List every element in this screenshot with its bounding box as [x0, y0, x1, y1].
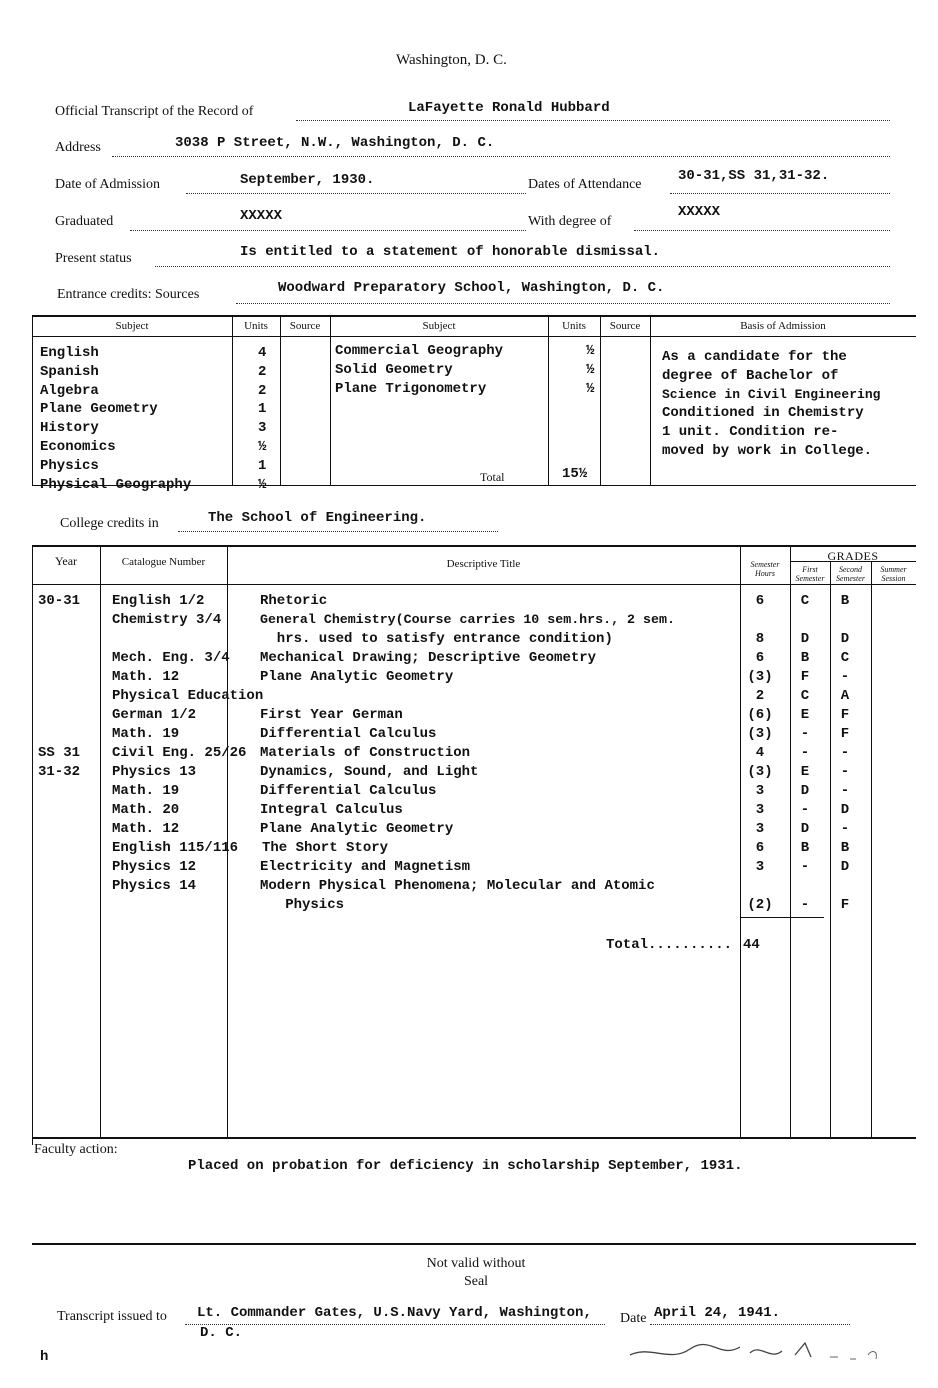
address-value: 3038 P Street, N.W., Washington, D. C.	[175, 135, 495, 151]
city-header: Washington, D. C.	[396, 52, 507, 68]
course-catalogue: Math. 19	[112, 783, 180, 799]
courses-total-label: Total..........	[606, 937, 733, 953]
attendance-line	[670, 193, 890, 194]
basis-line: moved by work in College.	[662, 442, 873, 459]
status-line	[155, 266, 890, 267]
entrance-subject: English	[40, 345, 99, 361]
course-title: Differential Calculus	[260, 726, 437, 742]
entrance-col-border	[600, 315, 601, 485]
course-title: hrs. used to satisfy entrance condition)	[260, 631, 613, 647]
attendance-label: Dates of Attendance	[528, 177, 642, 192]
table-row	[0, 611, 938, 630]
course-second-grade: F	[840, 726, 850, 742]
course-title: Electricity and Magnetism	[260, 859, 471, 875]
course-first-grade: D	[800, 631, 810, 647]
course-second-grade: -	[840, 745, 850, 761]
entrance-table-header-rule	[32, 336, 916, 337]
table-row	[0, 896, 938, 915]
faculty-bottom-rule	[32, 1243, 916, 1245]
course-hours: 3	[755, 859, 765, 875]
table-row	[0, 592, 938, 611]
entrance-units: ½	[258, 438, 267, 455]
course-title: First Year German	[260, 707, 403, 723]
footer-mark: h	[40, 1349, 49, 1365]
course-second-grade: -	[840, 669, 850, 685]
entrance-units: ½	[258, 476, 267, 493]
seal-line-1: Not valid without	[426, 1256, 526, 1271]
course-hours: 8	[755, 631, 765, 647]
course-first-grade: E	[800, 707, 810, 723]
record-name-line	[296, 120, 890, 121]
courses-header-first: First Semester	[795, 565, 825, 583]
course-title: Physics	[260, 897, 345, 913]
entrance-subject: Physics	[40, 457, 99, 474]
entrance-col-border	[548, 315, 549, 485]
admission-line	[186, 193, 526, 194]
graduated-label: Graduated	[55, 214, 114, 229]
course-hours: 4	[755, 745, 765, 761]
course-second-grade: -	[840, 764, 850, 780]
courses-header-hours: Semester Hours	[750, 560, 780, 578]
basis-line: 1 unit. Condition re-	[662, 424, 839, 441]
entrance-label: Entrance credits: Sources	[57, 287, 200, 302]
course-title: Integral Calculus	[260, 802, 403, 818]
college-school: The School of Engineering.	[208, 510, 427, 526]
entrance-subject: Algebra	[40, 382, 99, 399]
course-first-grade: F	[800, 669, 810, 685]
table-row	[0, 839, 938, 858]
entrance-subject: Economics	[40, 438, 116, 455]
course-title: Differential Calculus	[260, 783, 437, 799]
entrance-right-subjects	[335, 342, 547, 398]
entrance-col-border	[32, 315, 33, 485]
entrance-header-units: Units	[244, 320, 268, 332]
entrance-header-subject: Subject	[115, 320, 149, 332]
entrance-header-units-2: Units	[562, 320, 586, 332]
basis-of-admission	[662, 348, 914, 461]
course-first-grade: C	[800, 593, 810, 609]
courses-header-second: Second Semester	[836, 565, 865, 583]
degree-label: With degree of	[528, 214, 612, 229]
entrance-header-source: Source	[289, 320, 321, 332]
course-second-grade: B	[840, 593, 850, 609]
college-line	[178, 531, 498, 532]
course-first-grade: -	[800, 726, 810, 742]
course-catalogue: Civil Eng. 25/26	[112, 745, 247, 761]
course-first-grade: -	[800, 745, 810, 761]
admission-label: Date of Admission	[55, 177, 160, 192]
table-row	[0, 687, 938, 706]
table-row	[0, 744, 938, 763]
course-catalogue: Math. 12	[112, 669, 180, 685]
table-row	[0, 649, 938, 668]
course-second-grade: D	[840, 631, 850, 647]
course-title: Materials of Construction	[260, 745, 471, 761]
table-row	[0, 782, 938, 801]
entrance-subject: Physical Geography	[40, 476, 192, 493]
course-first-grade: B	[800, 840, 810, 856]
course-catalogue: English 1/2	[112, 593, 205, 609]
course-catalogue: Physics 13	[112, 764, 197, 780]
course-first-grade: -	[800, 859, 810, 875]
courses-header-grades: GRADES	[827, 549, 879, 563]
entrance-units: ½	[586, 343, 595, 359]
entrance-header-subject-2: Subject	[422, 320, 456, 332]
courses-header-year: Year	[54, 554, 78, 568]
course-title: Plane Analytic Geometry	[260, 821, 454, 837]
course-hours: 2	[755, 688, 765, 704]
entrance-subject: History	[40, 420, 99, 437]
entrance-subject: Plane Geometry	[40, 401, 158, 418]
entrance-col-border	[330, 315, 331, 485]
course-catalogue: Physical Education	[112, 688, 264, 704]
record-label: Official Transcript of the Record of	[55, 104, 254, 119]
issued-line	[185, 1324, 605, 1325]
table-row	[0, 630, 938, 649]
entrance-units: 3	[258, 420, 267, 437]
course-catalogue: Physics 12	[112, 859, 197, 875]
course-year: 30-31	[38, 593, 81, 609]
graduated-line	[130, 230, 526, 231]
course-second-grade: B	[840, 840, 850, 856]
issued-date: April 24, 1941.	[654, 1305, 781, 1321]
course-hours: (3)	[747, 726, 773, 742]
course-title: Modern Physical Phenomena; Molecular and Atomic	[260, 878, 655, 894]
course-first-grade: B	[800, 650, 810, 666]
degree-value: XXXXX	[678, 204, 721, 220]
entrance-header-source-2: Source	[609, 320, 641, 332]
entrance-units: ½	[586, 380, 595, 397]
course-title: Plane Analytic Geometry	[260, 669, 454, 685]
status-value: Is entitled to a statement of honorable dismissal.	[240, 244, 661, 260]
course-hours: 6	[755, 650, 765, 666]
faculty-label: Faculty action:	[34, 1142, 118, 1157]
faculty-text: Placed on probation for deficiency in scholarship September, 1931.	[188, 1158, 743, 1174]
entrance-header-basis: Basis of Admission	[740, 320, 826, 332]
table-row	[0, 763, 938, 782]
degree-line	[634, 230, 890, 231]
course-hours: (3)	[747, 669, 773, 685]
entrance-units: 4	[258, 345, 267, 361]
admission-value: September, 1930.	[240, 172, 375, 188]
issued-label: Transcript issued to	[57, 1309, 167, 1324]
address-label: Address	[55, 140, 101, 155]
course-catalogue: Chemistry 3/4	[112, 612, 222, 628]
course-hours: 6	[755, 840, 765, 856]
courses-table-bottom-rule	[32, 1137, 916, 1139]
entrance-units: 2	[258, 363, 267, 380]
courses-table-top-rule	[32, 545, 916, 547]
course-first-grade: C	[800, 688, 810, 704]
basis-line: Science in Civil Engineering	[662, 386, 881, 402]
courses-header-summer: Summer Session	[880, 565, 907, 583]
table-row	[0, 877, 938, 896]
courses-header-catalogue: Catalogue Number	[121, 556, 206, 568]
entrance-left-units	[258, 344, 278, 494]
entrance-units: 1	[258, 401, 267, 418]
signature-scribble	[610, 1325, 900, 1375]
course-second-grade: F	[840, 707, 850, 723]
course-title: Rhetoric	[260, 593, 328, 609]
entrance-value: Woodward Preparatory School, Washington, D. C.	[278, 280, 665, 296]
course-second-grade: D	[840, 859, 850, 875]
course-second-grade: -	[840, 821, 850, 837]
entrance-line	[236, 303, 890, 304]
entrance-total-value: 15½	[562, 466, 588, 482]
entrance-col-border	[280, 315, 281, 485]
status-label: Present status	[55, 251, 132, 266]
graduated-value: XXXXX	[240, 208, 283, 224]
course-year: SS 31	[38, 745, 81, 761]
entrance-table-top-rule	[32, 315, 916, 317]
attendance-value: 30-31,SS 31,31-32.	[678, 168, 830, 184]
entrance-subject: Spanish	[40, 363, 99, 380]
course-first-grade: -	[800, 802, 810, 818]
entrance-subject: Commercial Geography	[335, 343, 504, 359]
entrance-col-border	[650, 315, 651, 485]
course-second-grade: D	[840, 802, 850, 818]
course-first-grade: -	[800, 897, 810, 913]
course-year: 31-32	[38, 764, 81, 780]
table-row	[0, 858, 938, 877]
course-first-grade: E	[800, 764, 810, 780]
issued-date-label: Date	[620, 1311, 647, 1326]
course-second-grade: C	[840, 650, 850, 666]
basis-line: degree of Bachelor of	[662, 367, 839, 384]
course-hours: 3	[755, 821, 765, 837]
course-title: General Chemistry(Course carries 10 sem.hrs., 2 sem.	[260, 612, 675, 627]
student-name: LaFayette Ronald Hubbard	[408, 100, 610, 116]
entrance-right-units	[586, 342, 600, 398]
issued-to-line2: D. C.	[200, 1325, 243, 1341]
course-second-grade: A	[840, 688, 850, 704]
entrance-subject: Plane Trigonometry	[335, 380, 487, 397]
course-hours: 3	[755, 802, 765, 818]
course-catalogue: Physics 14	[112, 878, 197, 894]
course-title: Dynamics, Sound, and Light	[260, 764, 479, 780]
course-catalogue: Mech. Eng. 3/4	[112, 650, 230, 666]
course-catalogue: English 115/116	[112, 840, 239, 856]
basis-line: Conditioned in Chemistry	[662, 405, 864, 422]
table-row	[0, 820, 938, 839]
course-first-grade: D	[800, 783, 810, 799]
course-catalogue: Math. 12	[112, 821, 180, 837]
courses-table-header-rule	[32, 584, 916, 585]
entrance-units: 2	[258, 382, 267, 399]
courses-total-rule	[740, 917, 824, 918]
table-row	[0, 725, 938, 744]
course-title: Mechanical Drawing; Descriptive Geometry	[260, 650, 597, 666]
table-row	[0, 801, 938, 820]
table-row	[0, 668, 938, 687]
course-title: The Short Story	[262, 840, 389, 856]
address-line	[112, 156, 890, 157]
entrance-col-border	[232, 315, 233, 485]
course-hours: (2)	[747, 897, 773, 913]
courses-header-title: Descriptive Title	[446, 558, 521, 570]
entrance-subject: Solid Geometry	[335, 361, 453, 378]
course-hours: (6)	[747, 707, 773, 723]
course-hours: 6	[755, 593, 765, 609]
course-hours: (3)	[747, 764, 773, 780]
course-first-grade: D	[800, 821, 810, 837]
course-second-grade: -	[840, 783, 850, 799]
entrance-units: ½	[586, 361, 595, 378]
course-hours: 3	[755, 783, 765, 799]
entrance-total-label: Total	[480, 470, 505, 484]
college-label: College credits in	[60, 516, 159, 531]
seal-line-2: Seal	[463, 1274, 489, 1289]
courses-total-value: 44	[743, 937, 760, 953]
issued-to: Lt. Commander Gates, U.S.Navy Yard, Washington,	[197, 1305, 592, 1321]
course-catalogue: German 1/2	[112, 707, 197, 723]
course-second-grade: F	[840, 897, 850, 913]
basis-line: As a candidate for the	[662, 349, 847, 365]
entrance-left-subjects	[40, 344, 230, 494]
course-catalogue: Math. 19	[112, 726, 180, 742]
entrance-units: 1	[258, 457, 267, 474]
table-row	[0, 706, 938, 725]
course-catalogue: Math. 20	[112, 802, 180, 818]
